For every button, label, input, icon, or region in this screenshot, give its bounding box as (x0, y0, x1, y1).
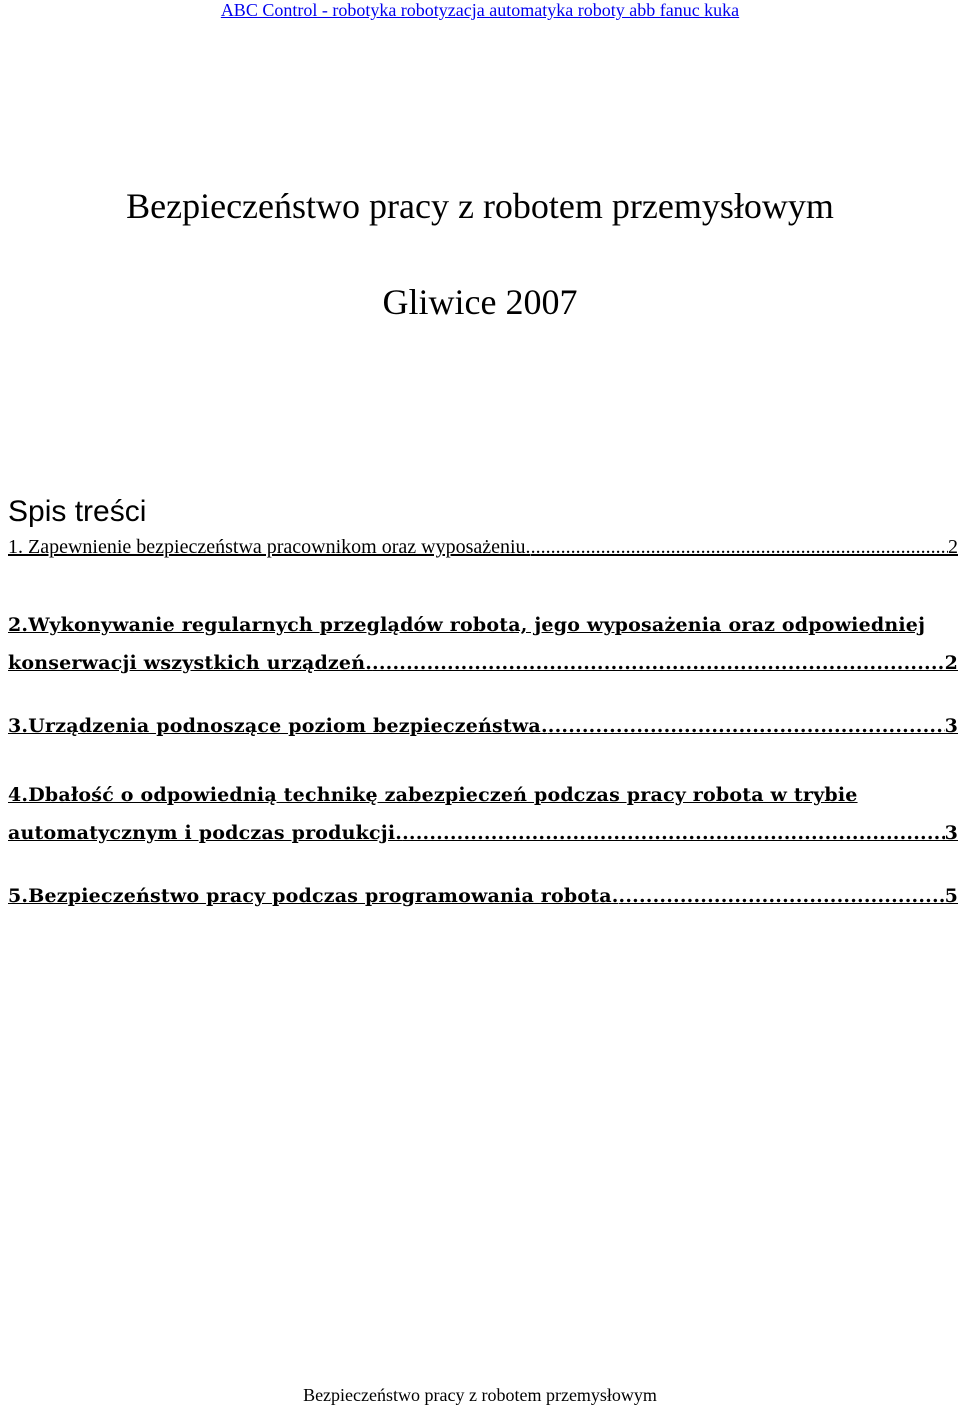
page-footer: Bezpieczeństwo pracy z robotem przemysłowym (303, 1385, 657, 1405)
toc-page-number[interactable]: 3 (944, 715, 958, 737)
toc-entry-text[interactable]: 1. Zapewnienie bezpieczeństwa pracownikom oraz wyposażeniu. (8, 536, 531, 558)
toc-entry-text[interactable]: konserwacji wszystkich urządzeń. (8, 652, 373, 674)
toc-entry-line[interactable] (8, 776, 958, 814)
toc-entry-line[interactable] (8, 533, 958, 561)
toc-entry-text[interactable]: 4.Dbałość o odpowiednią technikę zabezpieczeń podczas pracy robota w trybie (8, 784, 858, 806)
toc-page-number[interactable]: 2 (944, 652, 958, 674)
toc-entry-line[interactable] (8, 712, 958, 740)
document-title: Bezpieczeństwo pracy z robotem przemysłowym (126, 186, 834, 226)
toc-leader-dots (372, 644, 945, 682)
toc-entry-3[interactable] (8, 712, 958, 740)
toc-entry-line[interactable] (8, 814, 958, 852)
toc-entry-text[interactable]: automatycznym i podczas produkcji. (8, 822, 403, 844)
document-subtitle: Gliwice 2007 (382, 282, 578, 322)
toc-entry-2[interactable] (8, 606, 958, 682)
toc-entry-text[interactable]: 3.Urządzenia podnoszące poziom bezpieczeństwa. (8, 715, 548, 737)
toc-entry-line[interactable] (8, 606, 958, 644)
toc-leader-dots (619, 882, 945, 910)
site-header-link[interactable]: ABC Control - robotyka robotyzacja automatyka roboty abb fanuc kuka (220, 0, 740, 20)
toc-heading: Spis treści (8, 495, 147, 528)
toc-entry-line[interactable] (8, 644, 958, 682)
toc-entry-5[interactable] (8, 882, 958, 910)
toc-leader-dots (402, 814, 944, 852)
toc-page-number[interactable]: 5 (944, 885, 958, 907)
toc-page-number[interactable]: 3 (944, 822, 958, 844)
toc-entry-1[interactable] (8, 533, 958, 561)
toc-entry-4[interactable] (8, 776, 958, 852)
toc-entry-text[interactable]: 5.Bezpieczeństwo pracy podczas programowania robota. (8, 885, 619, 907)
toc-entry-line[interactable] (8, 882, 958, 910)
toc-entry-text[interactable]: 2.Wykonywanie regularnych przeglądów robota, jego wyposażenia oraz odpowiedniej (8, 614, 926, 636)
toc-page-number[interactable]: 2 (948, 536, 958, 558)
toc-leader-dots (548, 712, 945, 740)
toc-leader-dots (531, 533, 948, 561)
